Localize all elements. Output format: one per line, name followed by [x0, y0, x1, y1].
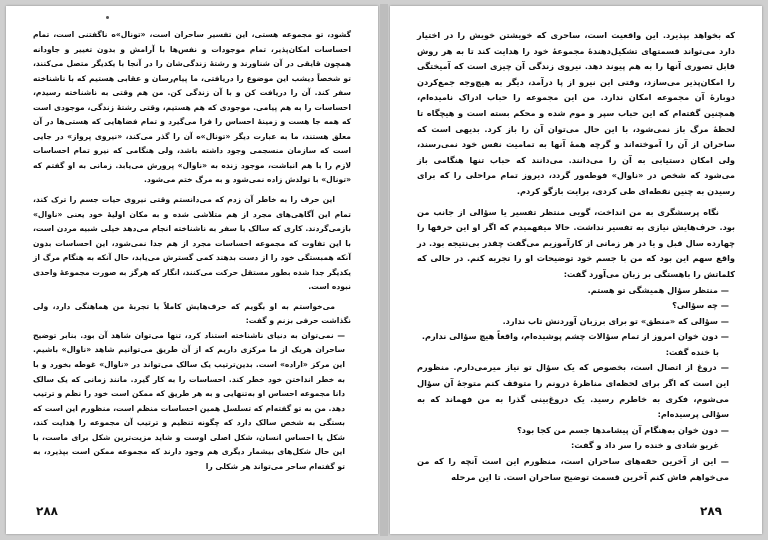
right-paragraph-11: — این از آخرین حقه‌های ساحران است، منظورم این است آنچه را که من می‌خواهم فاش کنم آخرین قسمت توضیح ساحران است. تا این مرحله [417, 456, 729, 482]
left-paragraph-2: این حرف را به خاطر آن زدم که می‌دانستم وقتی نیروی حیات جسم را ترک کند، تمام این آگاهی‌های مجرد از هم متلاشی شده و به مکان اولیهٔ خود یعنی «ناوال» بازمی‌گردند. کاری که سالک با سفر به ناشناخته انجام می‌دهد خیلی شبیه مردن است، با این تفاوت که مجموعه احساسات مجرد از هم جدا نمی‌شود، این احساسات بدون آنکه همبستگی خود را از دست بدهند کمی گسترش می‌یابد، حال آنکه به هنگام مرگ از یکدیگر جدا شده بطور مستقل حرکت می‌کنند، انگار که هرگز به صورت مجموعهٔ واحدی نبوده است. [33, 195, 351, 292]
right-paragraph-6: — دون خوان امروز از تمام سؤالات چشم پوشیده‌ام، واقعاً هیچ سؤالی ندارم. [421, 331, 729, 342]
left-paragraph-3: می‌خواستم به او بگویم که حرف‌هایش کاملاً با تجربهٔ من هماهنگی دارد، ولی نگذاشت حرفی بزنم و گفت: [33, 301, 351, 326]
right-paragraph-3: — منتظر سؤال همیشگی تو هستم. [587, 284, 729, 295]
right-paragraph-5: — سؤالی که «منطق» تو برای برزبان آوردنش تاب ندارد. [502, 315, 729, 326]
left-page [6, 6, 378, 534]
left-page-text [33, 28, 351, 474]
right-paragraph-10: غریو شادی و خنده را سر داد و گفت: [571, 440, 719, 451]
right-paragraph-4: — چه سؤالی؟ [672, 300, 729, 311]
left-paragraph-1: گشود، تو مجموعه هستی، این تفسیر ساحران است، «تونال»ه ناگفتنی است، تمام احساسات امکان‌پذیر، تمام موجودات و نفس‌ها با آرامش و بدون تغییر و جاودانه همچون قایقی در آن شناورند و رشتهٔ زندگی‌شان را در آنجا با یکدیگر متصل می‌کنند، تو شخصاً دیشب این موضوع را دریافتی، ما پیام‌رسان و عقابی هستیم که با ناشناخته سفر کند. آن را دریافت کن و با آن زندگی کن. من هم وقتی به ناشناخته رسیدم، احساسات را به هم پیامی. موجودی که هم هستیم، وقتی رشتهٔ زندگی، موجودی است که همه جا هست و زمینهٔ احساس را فرا می‌گیرد و تمام فضاهایی که هستی‌ها در آن معلق هستند، ما به عبارت دیگر «تونال»ه آن را گذر می‌کند، «نیروی پرواز» در جایی است که سازمان منسجمی وجود داشته باشد، ولی هنگامی که نیرو تمام احساسات لازم را با هم انباشت، موجود زنده به «ناوال» پرورش می‌یابد. زمانی به او گفتم که «تونال» با تولدش زاده نمی‌شود و به مرگ ختم می‌شود. [33, 30, 351, 185]
left-paragraph-4: — نمی‌توان به دنیای ناشناخته استناد کرد، تنها می‌توان شاهد آن بود. بنابر توضیح ساحران هریک از ما مرکزی داریم که از آن طریق می‌توانیم شاهد «ناوال» باشیم. این مرکز «اراده» است. بدین‌ترتیب یک سالک می‌تواند در «ناوال» غوطه بخورد و با به خطر انداختن خود خطر کند. احساسات را به کار گیرد. مانند زمانی که یک سالک دانا مجموعه احساس او به‌تنهایی و به هر طریق که ممکن است خود را نظم و ترتیب دهد. من به تو گفته‌ام که تسلسل همین احساسات منظم است، منظورم این است که بستگی به شخص سالک دارد که چگونه تنظیم و ترتیب آن مجموعه را هدایت کند، شکل یا احساس انسان، شکل اصلی اوست و شاید مزیت‌ترین شکل برای ماست، با این حال شکل‌های بیشمار دیگری هم وجود دارند که مجموعه ممکن است بپذیرد، به تو گفته‌ام ساحر می‌تواند هر شکلی را [33, 330, 345, 471]
right-paragraph-9: — دون خوان به‌هنگام آن پیشامدها جسم من کجا بود؟ [517, 424, 729, 435]
ink-speck [106, 16, 109, 19]
right-paragraph-7: با خنده گفت: [665, 346, 719, 357]
right-page-number: ۲۸۹ [700, 504, 722, 518]
left-page-number: ۲۸۸ [36, 504, 58, 518]
book-gutter [380, 4, 388, 536]
right-paragraph-8: — دروغ از اتصال است، بخصوص که یک سؤال تو نیاز میرمی‌دارم. منظورم این است که اگر برای لحظه‌ای مناظرهٔ درونم را متوقف کنم متوجهٔ آن سؤال می‌شوم، فکری به خاطرم رسید. یک دروغ‌بینی گذرا به من فهماند که به سؤالی پرسیده‌ام: [417, 362, 729, 420]
right-page [390, 6, 762, 534]
right-page-text [417, 28, 735, 485]
right-paragraph-1: که بخواهد بپذیرد. این واقعیت است، ساحری که خویشتن خویش را در اختیار دارد می‌تواند قسمتهای تشکیل‌دهندهٔ مجموعهٔ خود را هدایت کند تا به هر روش قابل تصوری آنها را به هم پیوند دهد. نیروی زندگی آن چیزی است که آمیختگی را امکان‌پذیر می‌سازد، وقتی این نیرو از پا درآمد، دیگر به هیچ‌وجه جمع‌کردن دوبارهٔ آن مجموعه امکان ندارد. من این مجموعه را حباب ادراک نامیده‌ام، همچنین گفته‌ام که این حباب سپر و موم شده و محکم بسته است و هیچگاه تا لحظهٔ مرگ باز نمی‌شود، با این حال می‌توان آن را باز کرد. بدیهی است که ساحران از آن را آموخته‌اند و گرچه همهٔ آنها به تمامیت نفس خود نمی‌رسند، ولی امکان دستیابی به آن را می‌دانند. می‌دانند که حباب تنها هنگامی باز می‌شود که شخص در «ناوال» فوطه‌ور گردد، دیروز تمام مراحلی را که برای رسیدن به چنین نقطه‌ای طی کردی، برایت بازگو کردم. [417, 30, 735, 196]
right-paragraph-2: نگاه پرسشگری به من انداخت، گویی منتظر تفسیر یا سؤالی از جانب من بود. حرف‌هایش نیازی به تفسیر نداشت. حالا میفهمیدم که اگر او این حرفها را چهارده سال قبل و یا در هر زمانی از کارآموزیم می‌گفت چقدر بی‌نتیجه بود. در واقع سهم این بود که من با جسم خود توضیحات او را تجربه کنم. در حالی که کلماتش را باهستگی بر زبان می‌آورد گفت: [417, 206, 735, 279]
